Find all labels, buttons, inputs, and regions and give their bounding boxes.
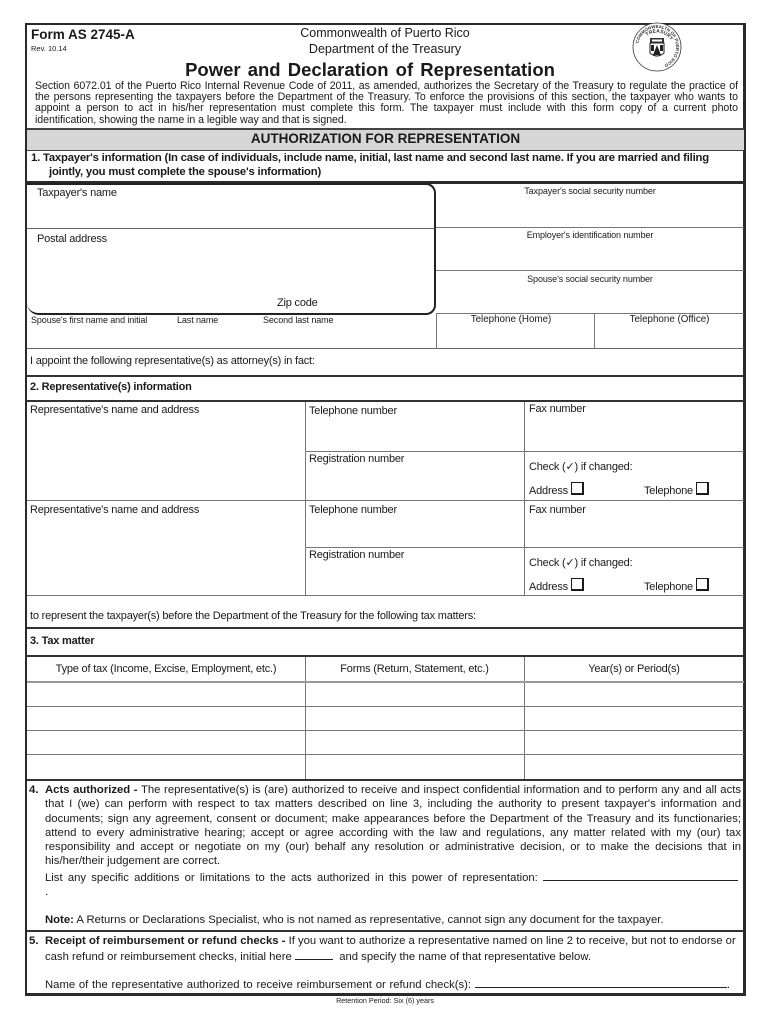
limitations-input[interactable] — [543, 869, 738, 881]
section1-heading-line1: 1. Taxpayer's information (In case of individuals, include name, initial, last name and second last name. If you are married and filing — [31, 152, 709, 164]
checkbox-icon[interactable] — [571, 578, 584, 591]
rep1-registration-field[interactable] — [306, 452, 524, 500]
refund-representative-row: Name of the representative authorized to receive reimbursement or refund check(s): . — [45, 976, 730, 992]
tax-type-cell[interactable] — [27, 731, 305, 754]
rep1-fax-label: Fax number — [529, 403, 586, 415]
rep1-name-address-label: Representative's name and address — [30, 404, 200, 416]
agency-line-2: Department of the Treasury — [308, 42, 462, 56]
spouse-second-last-name-field[interactable] — [258, 313, 434, 348]
telephone-office-field[interactable] — [595, 313, 744, 348]
rep1-check-label: Check (✓) if changed: — [529, 461, 633, 473]
tax-forms-cell[interactable] — [306, 707, 524, 730]
page-title: Power and Declaration of Representation — [185, 59, 555, 80]
form-number: Form AS 2745-A — [31, 27, 135, 42]
rep2-telephone-checkbox-label: Telephone — [644, 581, 693, 593]
zip-code-field[interactable] — [240, 296, 430, 311]
represent-text: to represent the taxpayer(s) before the Department of the Treasury for the following tax matters: — [30, 610, 476, 622]
section5-line1 — [45, 934, 745, 948]
tax-years-cell[interactable] — [525, 755, 744, 779]
spouse-ssn-field[interactable] — [436, 271, 744, 313]
section5-line2 — [45, 948, 591, 964]
section4-body — [45, 783, 741, 869]
taxpayer-name-field[interactable] — [27, 183, 434, 228]
tax-type-cell[interactable] — [27, 683, 305, 706]
initial-input[interactable] — [295, 948, 333, 960]
spouse-ssn-label: Spouse's social security number — [527, 274, 653, 284]
postal-address-field[interactable] — [27, 229, 434, 295]
tax-table-header-years: Year(s) or Period(s) — [588, 663, 680, 675]
rep1-telephone-label: Telephone number — [309, 405, 397, 417]
tax-table-row — [27, 755, 744, 779]
retention-period: Retention Period: Six (6) years — [336, 996, 434, 1005]
authorization-heading: AUTHORIZATION FOR REPRESENTATION — [250, 131, 521, 146]
divider — [27, 655, 744, 657]
spouse-first-name-field[interactable] — [27, 313, 167, 348]
tax-table-header-type: Type of tax (Income, Excise, Employment, etc.) — [55, 663, 277, 675]
tax-forms-cell[interactable] — [306, 731, 524, 754]
limitations-row: List any specific additions or limitations to the acts authorized in this power of representation: . — [45, 869, 741, 900]
rep1-address-changed-checkbox[interactable] — [529, 481, 584, 496]
rep2-registration-label: Registration number — [309, 549, 405, 561]
rep1-telephone-changed-checkbox[interactable] — [644, 481, 709, 496]
section4-text: The representative(s) is (are) authorized to receive and inspect confidential information and to perform any and all acts that I (we) can perform with respect to tax matters described on line 3, including the authority to present taxpayer's information and documents; sign any agreement, consent or document; make appearances before the Department of the Treasury and its functionaries; attend to every administrative hearing; accept or agree according with the law and regulations, any matter related with my (our) tax responsibility and accept or negotiate on my (our) behalf any resolution or administrative decision, or to make the decisions that in his/her/their judgement are correct. — [45, 784, 742, 868]
rep1-name-address-field[interactable] — [27, 402, 305, 500]
refund-representative-input[interactable] — [475, 976, 727, 988]
telephone-home-field[interactable] — [437, 313, 594, 348]
checkbox-icon[interactable] — [696, 578, 709, 591]
checkbox-icon[interactable] — [571, 482, 584, 495]
tax-forms-cell[interactable] — [306, 755, 524, 779]
employer-ein-field[interactable] — [436, 228, 744, 270]
intro-text: Section 6072.01 of the Puerto Rico Internal Revenue Code of 2011, as amended, authorizes the Secretary of the Treasury to regulate the practice of the persons representing the taxpayers before the Department of the Treasury. To enforce the provisions of this section, the taxpayer who wants to appoint a person to act in his/her representation must complete this form. The taxpayer must include with this form copy of a current photo identification, showing the name in a legible way and that is signed. — [35, 80, 738, 126]
divider — [27, 627, 744, 629]
rep1-telephone-checkbox-label: Telephone — [644, 485, 693, 497]
taxpayer-ssn-field[interactable] — [436, 183, 744, 227]
section5-text2a: cash refund or reimbursement checks, initial here — [45, 951, 292, 963]
rep2-telephone-field[interactable] — [306, 501, 524, 547]
spouse-last-name-field[interactable] — [172, 313, 257, 348]
limitations-label: List any specific additions or limitations to the acts authorized in this power of representation: — [45, 872, 538, 884]
rep2-check-label: Check (✓) if changed: — [529, 557, 633, 569]
divider — [27, 348, 744, 349]
tax-table-header-forms: Forms (Return, Statement, etc.) — [340, 663, 489, 675]
tax-type-cell[interactable] — [27, 707, 305, 730]
rep1-telephone-field[interactable] — [306, 402, 524, 451]
divider — [27, 375, 744, 377]
spouse-last-name-label: Last name — [177, 315, 219, 325]
spouse-second-last-name-label: Second last name — [263, 315, 334, 325]
section5-number: 5. — [29, 935, 39, 947]
taxpayer-name-label: Taxpayer's name — [37, 187, 117, 199]
postal-address-label: Postal address — [37, 233, 107, 245]
note-text: A Returns or Declarations Specialist, who is not named as representative, cannot sign any document for the taxpayer. — [76, 914, 664, 926]
checkbox-icon[interactable] — [696, 482, 709, 495]
rep2-name-address-field[interactable] — [27, 501, 305, 595]
rep2-telephone-changed-checkbox[interactable] — [644, 577, 709, 592]
tax-table-row — [27, 683, 744, 706]
tax-table-row — [27, 707, 744, 730]
rep2-telephone-label: Telephone number — [309, 504, 397, 516]
section5-title: Receipt of reimbursement or refund checks - — [45, 935, 286, 947]
telephone-office-label: Telephone (Office) — [629, 314, 710, 325]
svg-text:COMMONWEALTH OF PUERTO RICO: COMMONWEALTH OF PUERTO RICO — [634, 23, 681, 69]
employer-ein-label: Employer's identification number — [526, 230, 654, 240]
section4-title: Acts authorized - — [45, 784, 138, 796]
refund-representative-label: Name of the representative authorized to receive reimbursement or refund check(s): — [45, 979, 472, 991]
tax-forms-cell[interactable] — [306, 683, 524, 706]
rep2-address-changed-checkbox[interactable] — [529, 577, 584, 592]
tax-years-cell[interactable] — [525, 731, 744, 754]
treasury-seal-icon — [631, 21, 683, 73]
tax-type-cell[interactable] — [27, 755, 305, 779]
form-revision: Rev. 10.14 — [31, 44, 67, 53]
telephone-home-label: Telephone (Home) — [470, 314, 552, 325]
note-row — [45, 913, 664, 927]
appoint-text: I appoint the following representative(s) as attorney(s) in fact: — [30, 355, 315, 367]
rep1-address-checkbox-label: Address — [529, 485, 568, 497]
taxpayer-ssn-label: Taxpayer's social security number — [524, 186, 656, 196]
divider — [27, 779, 744, 781]
section5-text2b: and specify the name of that representative below. — [339, 951, 592, 963]
section1-heading-line2: jointly, you must complete the spouse's information) — [49, 166, 322, 178]
tax-years-cell[interactable] — [525, 683, 744, 706]
section4-number: 4. — [29, 784, 39, 796]
rep1-registration-label: Registration number — [309, 453, 405, 465]
rep2-address-checkbox-label: Address — [529, 581, 568, 593]
agency-line-1: Commonwealth of Puerto Rico — [300, 26, 470, 40]
section3-heading: 3. Tax matter — [30, 635, 95, 647]
tax-years-cell[interactable] — [525, 707, 744, 730]
rep2-fax-label: Fax number — [529, 504, 586, 516]
rep2-registration-field[interactable] — [306, 548, 524, 595]
svg-text:TREASURY: TREASURY — [644, 28, 675, 42]
rep1-fax-field[interactable] — [525, 402, 744, 451]
tax-table-row — [27, 731, 744, 754]
section5-text1: If you want to authorize a representative named on line 2 to receive, but not to endorse or — [288, 935, 736, 947]
divider — [27, 930, 744, 932]
zip-code-label: Zip code — [277, 297, 318, 309]
section2-heading: 2. Representative(s) information — [30, 381, 192, 393]
divider — [27, 595, 744, 596]
rep2-name-address-label: Representative's name and address — [30, 504, 200, 516]
spouse-first-name-label: Spouse's first name and initial — [31, 315, 148, 325]
note-label: Note: — [45, 914, 74, 926]
rep2-fax-field[interactable] — [525, 501, 744, 547]
